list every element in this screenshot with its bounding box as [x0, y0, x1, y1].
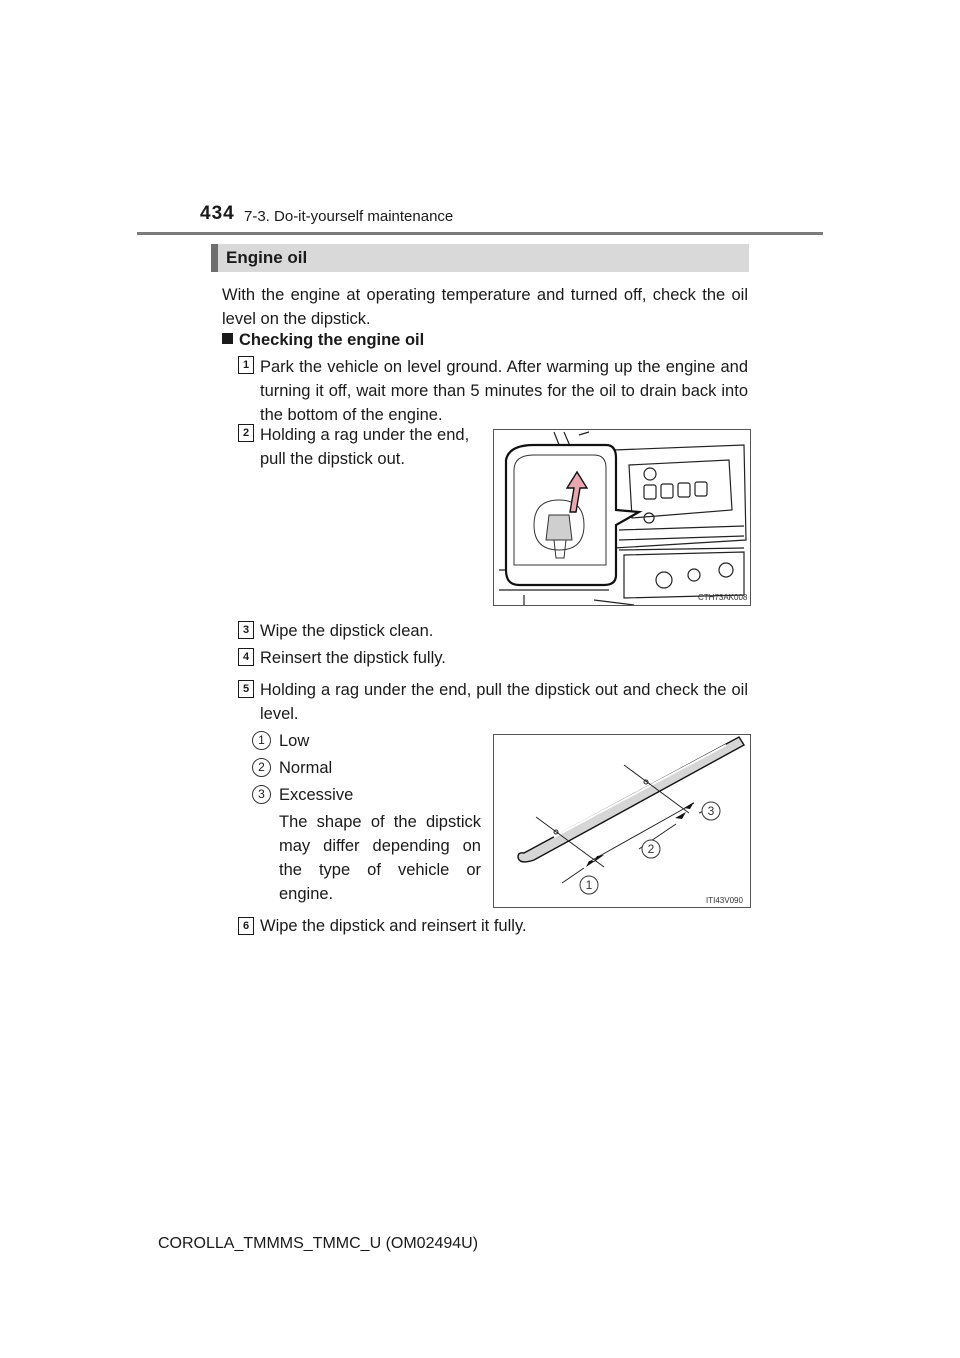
- subheading: Checking the engine oil: [222, 331, 424, 350]
- page-title: Engine oil: [226, 248, 308, 267]
- step-text-2: Holding a rag under the end, pull the dipstick out.: [260, 426, 470, 468]
- step-text-3: Wipe the dipstick clean.: [260, 622, 434, 640]
- page-title-bar: [211, 244, 749, 272]
- dipstick-figure-code: ITI43V090: [706, 896, 743, 905]
- level-label-normal: Normal: [279, 759, 333, 777]
- footer-document-id: COROLLA_TMMMS_TMMC_U (OM02494U): [158, 1235, 479, 1252]
- dipstick-figure: [493, 734, 751, 908]
- step-number-3: 3: [238, 621, 254, 639]
- dipstick-note: The shape of the dipstick may differ depending on the type of vehicle or engine.: [279, 813, 481, 903]
- step-text-4: Reinsert the dipstick fully.: [260, 649, 446, 667]
- header-rule: [137, 232, 823, 235]
- step-text-5: Holding a rag under the end, pull the dipstick out and check the oil level.: [260, 681, 748, 723]
- level-label-low: Low: [279, 732, 310, 750]
- step-number-6: 6: [238, 917, 254, 935]
- step-number-2: 2: [238, 424, 254, 442]
- engine-figure-code: CTH73AK008: [698, 593, 748, 602]
- step-number-5: 5: [238, 680, 254, 698]
- dipstick-marker-2: 2: [647, 842, 655, 856]
- engine-figure: [493, 429, 751, 606]
- step-text-1: Park the vehicle on level ground. After warming up the engine and turning it off, wait more than 5 minutes for the oil to drain back into the bottom of the engine.: [260, 358, 748, 424]
- page-number: 434: [200, 203, 235, 224]
- level-label-excessive: Excessive: [279, 786, 354, 804]
- step-number-1: 1: [238, 356, 254, 374]
- step-text-6: Wipe the dipstick and reinsert it fully.: [260, 917, 527, 935]
- level-number-3: 3: [252, 785, 271, 804]
- engine-illustration: [494, 430, 750, 605]
- square-bullet-icon: [222, 333, 233, 344]
- dipstick-illustration: [494, 735, 750, 907]
- level-number-2: 2: [252, 758, 271, 777]
- level-number-1: 1: [252, 731, 271, 750]
- step-number-4: 4: [238, 648, 254, 666]
- section-title: 7-3. Do-it-yourself maintenance: [244, 208, 454, 225]
- intro-text: With the engine at operating temperature and turned off, check the oil level on the dipstick.: [222, 286, 748, 328]
- dipstick-marker-1: 1: [585, 878, 593, 892]
- dipstick-marker-3: 3: [707, 804, 715, 818]
